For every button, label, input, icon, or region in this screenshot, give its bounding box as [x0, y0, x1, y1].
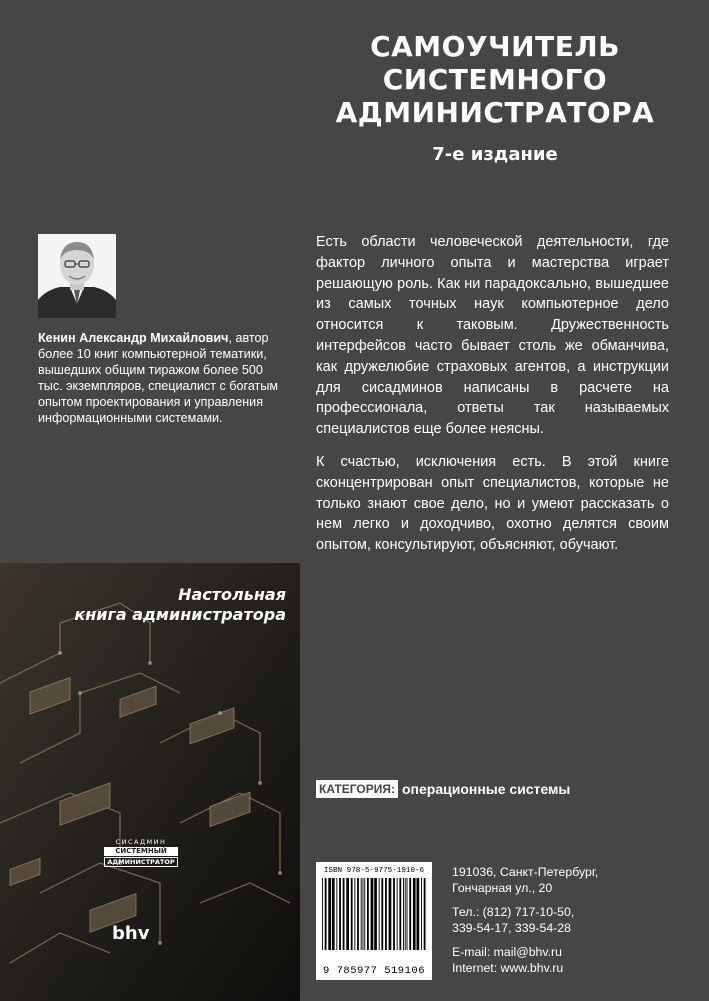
category-line [316, 780, 570, 798]
barcode-number: 9 785977 519106 [322, 965, 425, 977]
series-logo-bottom: АДМИНИСТРАТОР [104, 857, 178, 867]
author-bio-text: , автор более 10 книг компьютерной тематики, вышедших общим тиражом более 500 тыс. экземпляров, специалист с богатым опытом проектирования и управления информационными системами. [38, 331, 279, 425]
barcode-bar [325, 878, 327, 950]
barcode-bar [424, 878, 426, 950]
author-bio [38, 330, 288, 426]
barcode-bar [379, 878, 380, 950]
publisher-address: Гончарная ул., 20 [452, 881, 553, 895]
barcode-bar [357, 878, 359, 950]
publisher-address: 191036, Санкт-Петербург, [452, 865, 599, 879]
barcode-bar [403, 878, 404, 950]
publisher-phone: Тел.: (812) 717-10-50, [452, 905, 575, 919]
isbn-text: ISBN 978-5-9775-1910-6 [323, 867, 425, 875]
book-title [300, 30, 690, 129]
barcode-bar [339, 878, 341, 950]
description-paragraph: К счастью, исключения есть. В этой книге сконцентрирован опыт специалистов, которые не только знают свое дело, но и умеют рассказать о нем легко и доходчиво, охотно делятся своим опытом, консультируют, объясняют, обучают. [316, 453, 669, 554]
barcode-bar [399, 878, 401, 950]
category-value: операционные системы [401, 781, 571, 797]
barcode-bar [332, 878, 335, 950]
series-panel [0, 563, 300, 1001]
barcode-bar [393, 878, 395, 950]
isbn-barcode [316, 862, 432, 980]
barcode-bar [343, 878, 345, 950]
barcode-bar [363, 878, 364, 950]
publisher-email: E-mail: mail@bhv.ru [452, 945, 562, 959]
barcode-bar [336, 878, 337, 950]
series-logo-top: СИСАДМИН [115, 838, 167, 846]
series-logo [104, 838, 178, 867]
category-label: КАТЕГОРИЯ: [316, 780, 398, 798]
edition-label: 7-е издание [432, 144, 558, 165]
barcode-bar [397, 878, 398, 950]
barcode-bar [409, 878, 411, 950]
author-photo [38, 234, 116, 318]
title-line: СИСТЕМНОГО [382, 63, 608, 96]
book-description [316, 232, 669, 568]
barcode-bar [354, 878, 355, 950]
barcode-bar [405, 878, 406, 950]
barcode-bar [389, 878, 392, 950]
publisher-contacts [452, 864, 672, 976]
barcode-bars [316, 878, 432, 962]
barcode-bar [381, 878, 383, 950]
barcode-bar [385, 878, 387, 950]
barcode-bar [421, 878, 422, 950]
barcode-bar [322, 878, 323, 950]
circuit-board-artwork [0, 563, 300, 1001]
publisher-website: Internet: www.bhv.ru [452, 961, 564, 975]
title-line: АДМИНИСТРАТОРА [335, 96, 655, 129]
series-title-line: книга администратора [74, 605, 286, 624]
author-portrait-image [38, 234, 116, 318]
barcode-bar [351, 878, 353, 950]
publisher-phone: 339-54-17, 339-54-28 [452, 921, 571, 935]
barcode-bar [367, 878, 369, 950]
publisher-logo: bhv [112, 923, 150, 944]
barcode-bar [361, 878, 362, 950]
barcode-bar [364, 878, 365, 950]
barcode-bar [417, 878, 420, 950]
barcode-bar [374, 878, 377, 950]
barcode-bar [371, 878, 374, 950]
author-name: Кенин Александр Михайлович [38, 331, 229, 345]
barcode-bar [413, 878, 416, 950]
title-line: САМОУЧИТЕЛЬ [370, 30, 620, 63]
barcode-bar [346, 878, 349, 950]
barcode-bar [407, 878, 408, 950]
series-title [74, 585, 286, 625]
description-paragraph: Есть области человеческой деятельности, где фактор личного опыта и мастерства играет решающую роль. Как ни парадоксально, вышедшее из самых точных наук компьютерное дело относится к таковым. Дружественность интерфейсов часто бывает столь же обманчива, как дружелюбие страховых агентов, а инструкции для сисадминов написаны в расчете на профессионала, ответы так называемых специалистов еще более неясны. [316, 234, 669, 438]
barcode-bar [328, 878, 331, 950]
series-title-line: Настольная [178, 585, 286, 604]
series-logo-mid: СИСТЕМНЫЙ [104, 847, 178, 856]
